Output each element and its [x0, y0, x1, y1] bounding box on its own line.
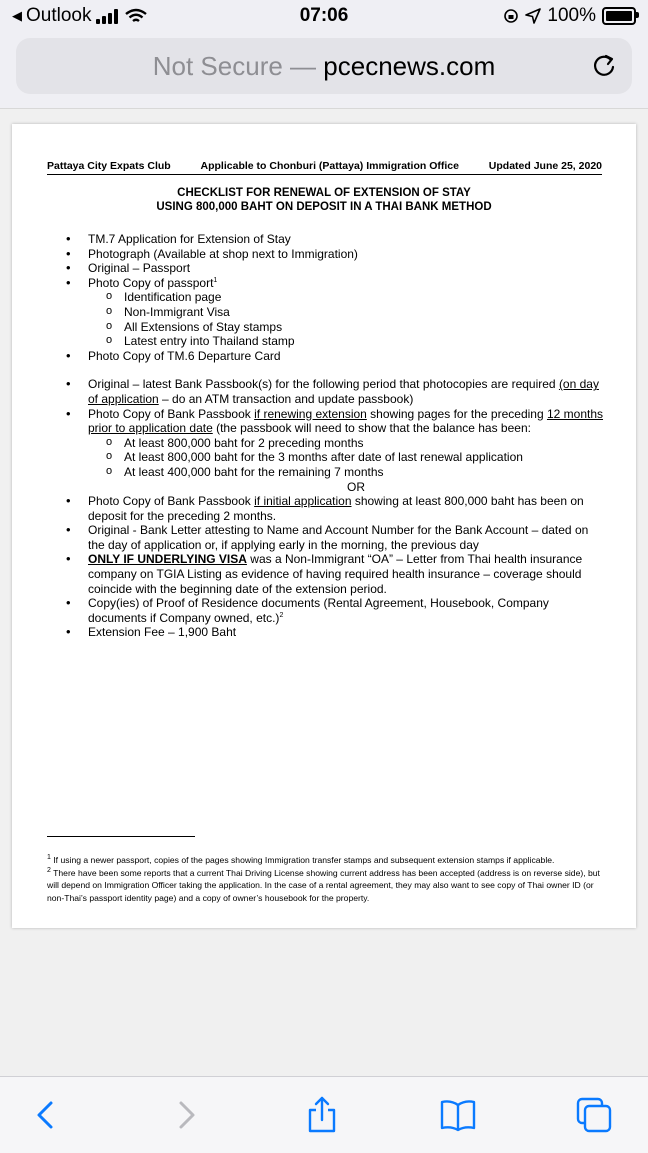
- header-left: Pattaya City Expats Club: [47, 160, 171, 172]
- forward-icon[interactable]: [166, 1095, 206, 1135]
- sub-item: o Latest entry into Thailand stamp: [64, 334, 604, 349]
- list-item-passbook-renewing: [64, 407, 604, 436]
- url-display[interactable]: [16, 51, 632, 82]
- status-bar: [0, 0, 648, 34]
- document-title: [12, 186, 636, 214]
- footnote-ref-2[interactable]: 2: [279, 611, 284, 619]
- list-item-insurance: [64, 552, 604, 596]
- list-item-residence: [64, 596, 604, 625]
- text-run: Photo Copy of Bank Passbook: [88, 494, 255, 509]
- url-host: pcecnews.com: [323, 51, 496, 81]
- clock: 07:06: [299, 5, 349, 26]
- title-line-1: CHECKLIST FOR RENEWAL OF EXTENSION OF STAY: [177, 187, 471, 199]
- status-right: [503, 5, 636, 27]
- header-center: Applicable to Chonburi (Pattaya) Immigration Office: [200, 160, 459, 172]
- footnotes: [47, 854, 607, 904]
- footnote-2-mark: 2: [47, 866, 51, 874]
- browser-toolbar: [0, 1076, 648, 1153]
- battery-percent: 100%: [547, 5, 596, 26]
- document-header: [47, 160, 602, 175]
- text-run: Copy(ies) of Proof of Residence documents (Rental Agreement, Housebook, Company documents if Company owned, etc.): [88, 596, 549, 625]
- sub-item: o Non-Immigrant Visa: [64, 305, 604, 320]
- footnote-1-text: If using a newer passport, copies of the pages showing Immigration transfer stamps and subsequent extension stamps if applicable.: [53, 855, 555, 865]
- reload-icon[interactable]: [590, 52, 618, 80]
- footnote-2: [47, 867, 607, 905]
- passport-copy-label: Photo Copy of passport: [88, 275, 214, 290]
- or-separator: OR: [347, 479, 365, 494]
- checklist: [64, 232, 604, 640]
- list-item-passbook-initial: [64, 494, 604, 523]
- back-app-label: Outlook: [26, 5, 92, 26]
- text-run: (the passbook will need to show that the balance has been:: [212, 421, 531, 436]
- battery-icon: [602, 7, 636, 25]
- sub-item: o All Extensions of Stay stamps: [64, 320, 604, 335]
- share-icon[interactable]: [302, 1095, 342, 1135]
- list-item: • Photo Copy of TM.6 Departure Card: [64, 349, 604, 364]
- sub-item: o At least 400,000 baht for the remaining 7 months: [64, 465, 604, 480]
- list-item-fee: • Extension Fee – 1,900 Baht: [64, 625, 604, 640]
- text-run: Original – latest Bank Passbook(s) for the following period that photocopies are required: [88, 377, 559, 392]
- location-icon: [525, 8, 541, 24]
- text-run: Photo Copy of Bank Passbook: [88, 406, 255, 421]
- sub-item: o At least 800,000 baht for 2 preceding months: [64, 436, 604, 451]
- footnote-divider: [47, 836, 195, 837]
- back-triangle-icon: ◀: [12, 8, 22, 23]
- footnote-1: [47, 854, 607, 867]
- list-item-passbook-original: [64, 377, 604, 406]
- sub-item: o At least 800,000 baht for the 3 months after date of last renewal application: [64, 450, 604, 465]
- pdf-page[interactable]: [12, 124, 636, 928]
- underlined-text: if renewing extension: [254, 406, 367, 421]
- text-run: was a Non-Immigrant “OA” – Letter from Thai health insurance company on TGIA Listing as evidence of having required health insurance – coverage should coincide with the beginning date of the extension period.: [88, 552, 583, 596]
- not-secure-label: Not Secure: [152, 51, 283, 81]
- rotation-lock-icon: [503, 8, 519, 24]
- back-icon[interactable]: [26, 1095, 66, 1135]
- footnote-2-text: There have been some reports that a current Thai Driving License showing current address has been accepted (address is on reverse side), but will depend on Immigration Officer taking the application. In the case of a rental agreement, they may also want to see copy of Thai owner ID (or non-Thai’s passport identity page) and a copy of owner’s housebook for the property.: [47, 867, 600, 903]
- footnote-1-mark: 1: [47, 854, 51, 862]
- list-item: • Original – Passport: [64, 261, 604, 276]
- text-run: – do an ATM transaction and update passbook): [158, 391, 414, 406]
- address-bar[interactable]: [16, 38, 632, 94]
- url-separator: —: [282, 51, 324, 81]
- list-item-passport-copy: [64, 276, 604, 291]
- underlined-text: (on day of application: [88, 377, 599, 406]
- underlined-text: 12 months prior to application date: [88, 406, 604, 436]
- text-run: showing at least 800,000 baht has been on deposit for the preceding 2 months.: [88, 494, 584, 523]
- list-item-bank-letter: • Original - Bank Letter attesting to Name and Account Number for the Bank Account – dated on the day of application or, if applying early in the morning, the previous day: [64, 523, 604, 552]
- sub-item: o Identification page: [64, 290, 604, 305]
- text-run: showing pages for the preceding: [366, 406, 547, 421]
- header-right: Updated June 25, 2020: [488, 160, 602, 172]
- bookmarks-icon[interactable]: [438, 1095, 478, 1135]
- list-item: • TM.7 Application for Extension of Stay: [64, 232, 604, 247]
- underlined-bold-text: ONLY IF UNDERLYING VISA: [88, 552, 247, 567]
- title-line-2: USING 800,000 BAHT ON DEPOSIT IN A THAI BANK METHOD: [156, 201, 492, 213]
- underlined-text: if initial application: [254, 494, 352, 509]
- tabs-icon[interactable]: [574, 1095, 614, 1135]
- footnote-ref-1[interactable]: 1: [213, 276, 218, 284]
- list-item: • Photograph (Available at shop next to Immigration): [64, 247, 604, 262]
